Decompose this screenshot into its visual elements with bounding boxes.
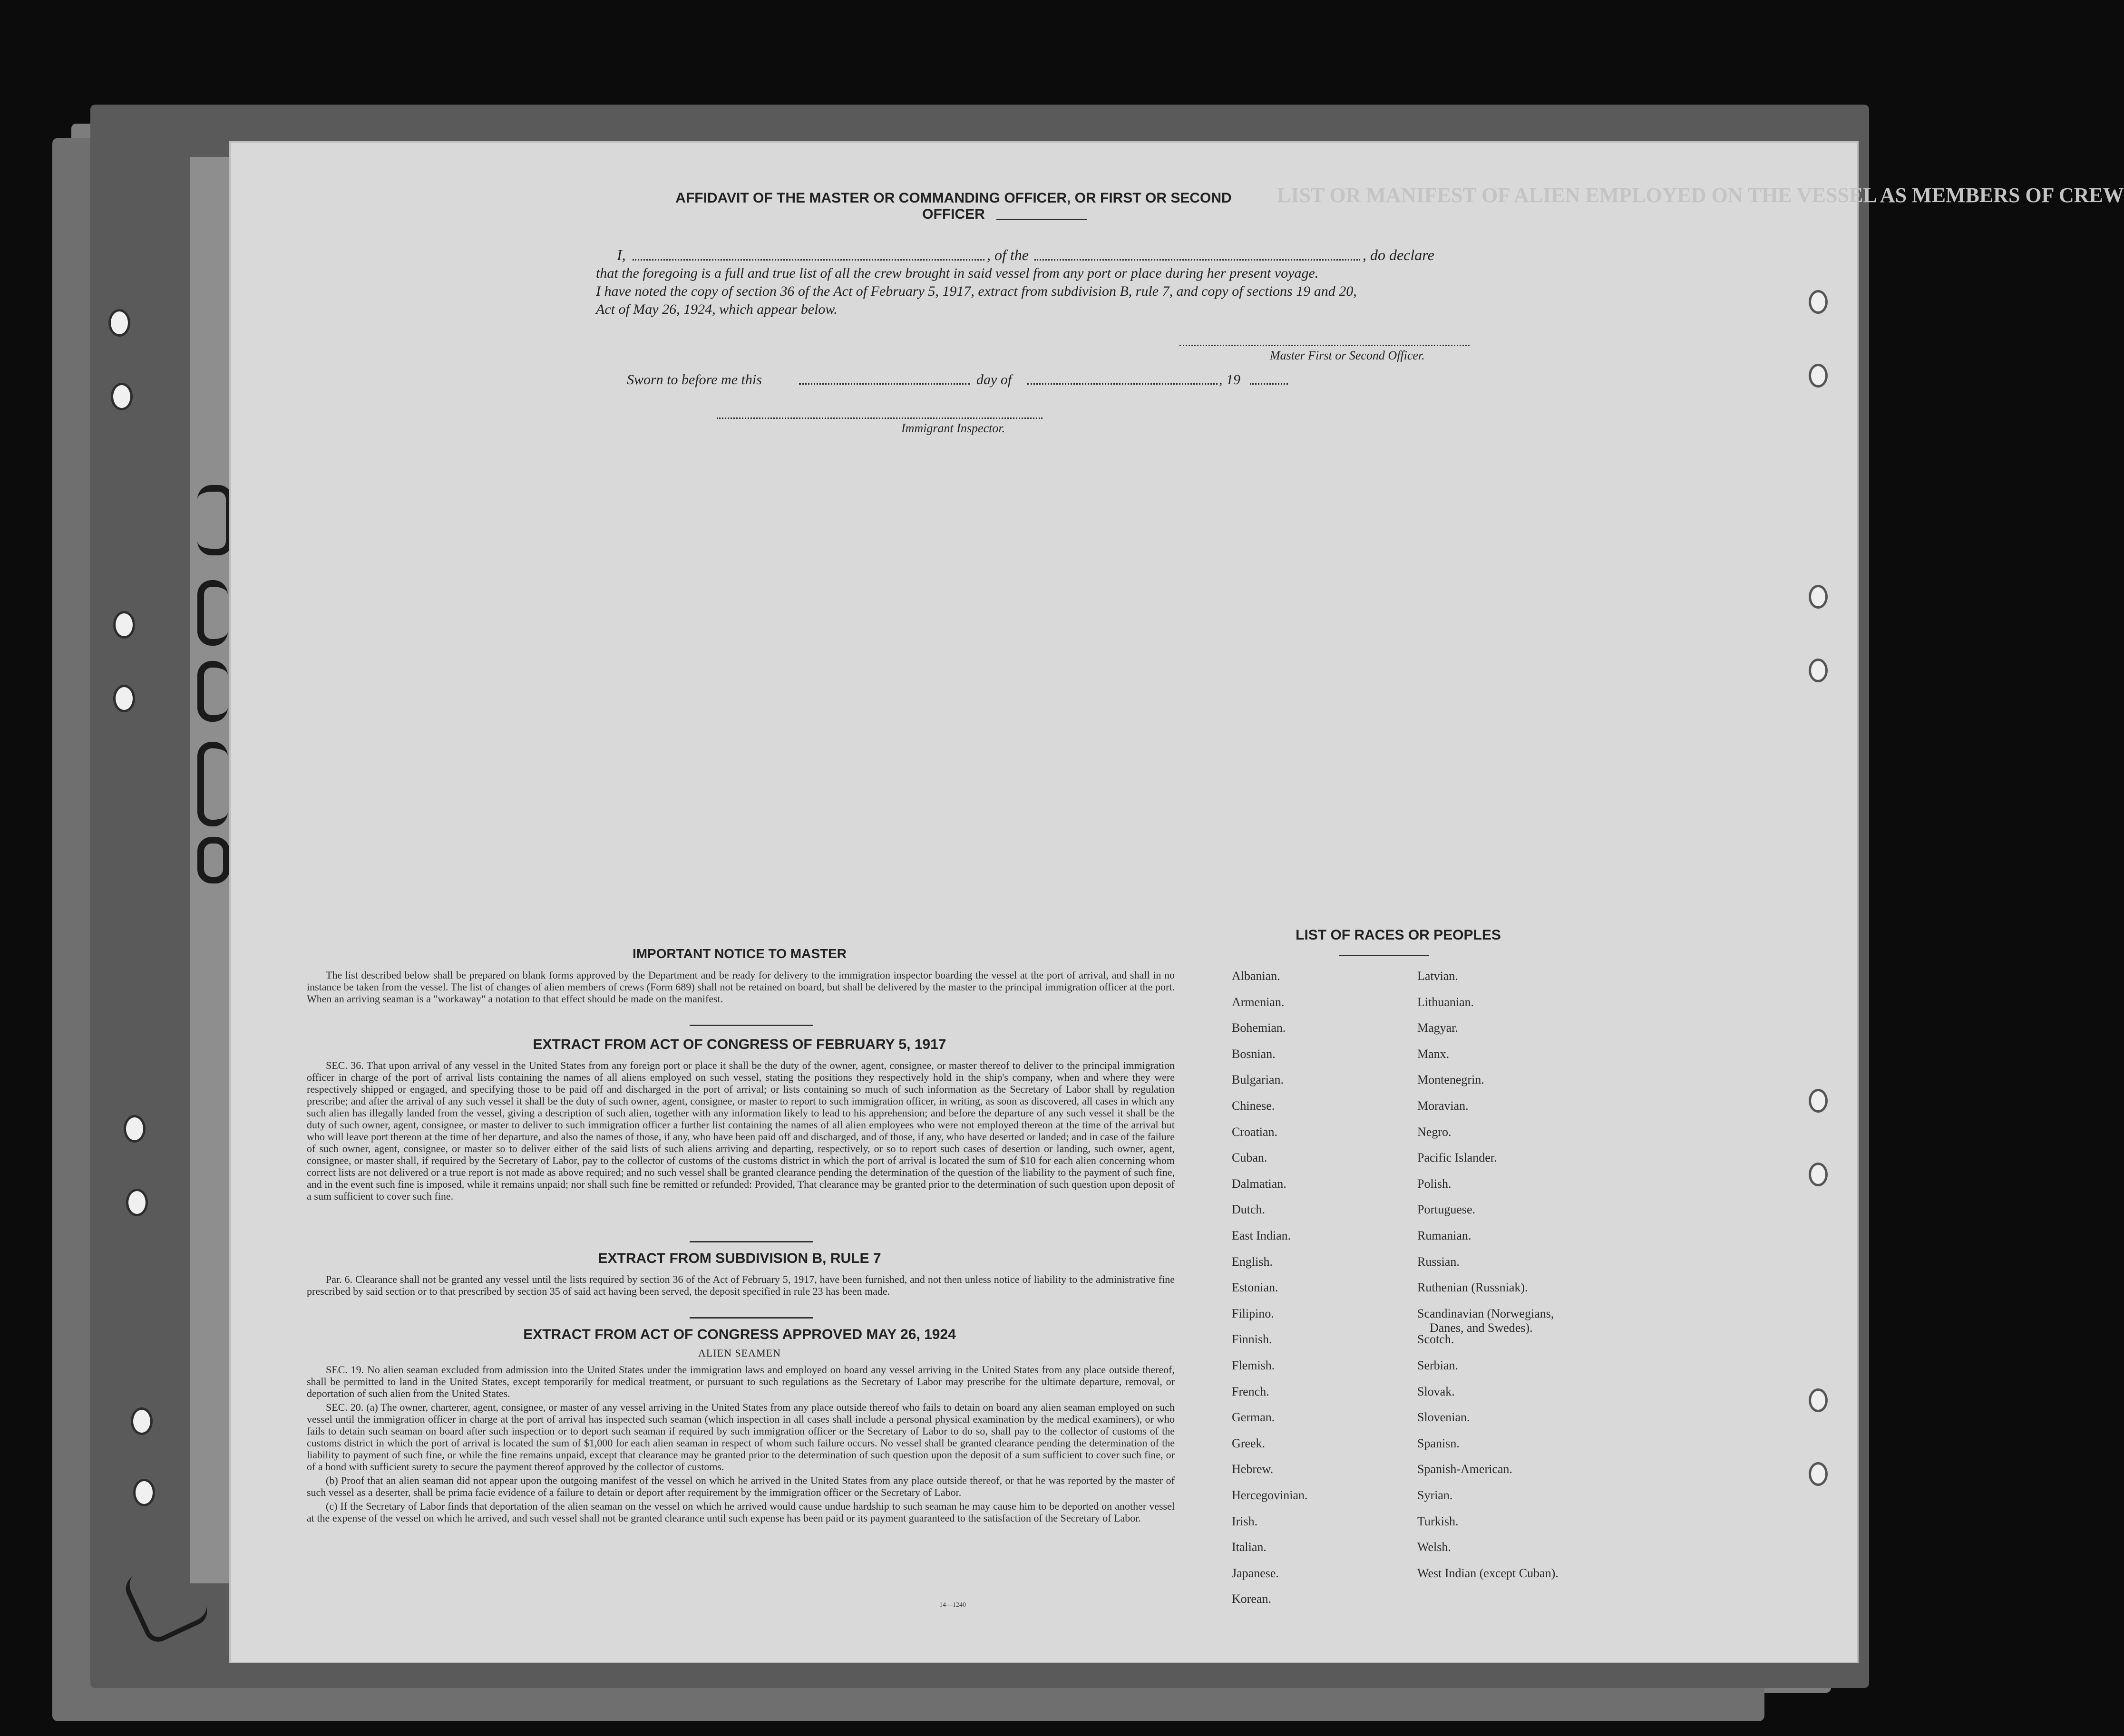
binder-hole [113, 611, 135, 639]
race-item: Scotch. [1417, 1332, 1454, 1346]
handwritten-mark [197, 485, 233, 555]
race-item: Magyar. [1417, 1021, 1458, 1035]
affidavit-statement-3: Act of May 26, 1924, which appear below. [596, 301, 838, 317]
race-item: Korean. [1232, 1592, 1272, 1606]
divider [1339, 955, 1429, 956]
race-item: Finnish. [1232, 1332, 1272, 1346]
race-item: Armenian. [1232, 995, 1285, 1009]
race-item: Pacific Islander. [1417, 1151, 1497, 1164]
race-item: Slovak. [1417, 1385, 1455, 1398]
binder-hole [126, 1189, 148, 1216]
race-item: Greek. [1232, 1436, 1266, 1450]
race-item: Italian. [1232, 1540, 1267, 1554]
race-item: Turkish. [1417, 1514, 1459, 1528]
race-item: Slovenian. [1417, 1410, 1470, 1424]
section-20a: SEC. 20. (a) The owner, charterer, agent, consignee, or master of any vessel arriving in the United States from any place outside thereof who fails to detain on board any alien seaman employed on such vessel until the immigration officer in charge at the port of arrival has inspected such seaman (which inspection in all cases shall include a personal physical examination by the medical examiners), or who fails to detain such seaman on board after such inspection or to deport such seaman if required by such immigration officer or the Secretary of Labor to do so, shall pay to the collector of customs of the customs district in which the port of arrival is located the sum of $1,000 for each alien seaman in respect of whom such failure occurs. No vessel shall be granted clearance pending the determination of the liability to payment of such fine, or while the fine remains unpaid, except that clearance may be granted prior to the determination of such question upon the deposit of a sum sufficient to cover such fine, or of a bond with sufficient surety to secure the payment thereof approved by the collector of customs. [307, 1401, 1175, 1473]
binder-hole [1809, 290, 1828, 314]
sworn-day-of: day of [976, 372, 1012, 388]
race-item: Montenegrin. [1417, 1073, 1484, 1086]
race-item: English. [1232, 1255, 1273, 1269]
name-line [633, 259, 984, 261]
race-item: German. [1232, 1410, 1275, 1424]
race-item: Portuguese. [1417, 1203, 1476, 1216]
binder-hole [133, 1479, 155, 1506]
race-item: East Indian. [1232, 1229, 1291, 1242]
master-signature-line [1179, 345, 1470, 346]
bleed-through-header: LIST OR MANIFEST OF ALIEN EMPLOYED ON THE VESSEL AS MEMBERS OF CREW [1277, 184, 2124, 207]
handwritten-mark [197, 580, 228, 646]
binder-hole [113, 685, 135, 712]
race-item: Spanisn. [1417, 1436, 1460, 1450]
extract-1917-title: EXTRACT FROM ACT OF CONGRESS OF FEBRUARY 5, 1917 [533, 1037, 946, 1052]
binder-hole [1809, 364, 1828, 388]
race-item: Irish. [1232, 1514, 1258, 1528]
divider [690, 1025, 813, 1026]
inspector-signature-line [717, 417, 1043, 419]
section-19: SEC. 19. No alien seaman excluded from admission into the United States under the immigration laws and employed on board any vessel arriving in the United States from any place outside thereof, shall be permitted to land in the United States, except temporarily for medical treatment, or pursuant to such regulations as the Secretary of Labor may prescribe for the ultimate departure, removal, or deportation of such alien from the United States. [307, 1364, 1175, 1399]
binder-hole [1809, 585, 1828, 609]
race-item: Hebrew. [1232, 1462, 1274, 1476]
affidavit-of-the: , of the [987, 246, 1029, 263]
extract-1917-text: SEC. 36. That upon arrival of any vessel in the United States from any foreign port or place it shall be the duty of the owner, agent, consignee, or master thereof to deliver to the principal immigration officer in charge of the port of arrival lists containing the names of all aliens employed on such vessel, stating the positions they respectively hold in the ship's company, when and where they were respectively shipped or engaged, and specifying those to be paid off and discharged in the port of arrival; or lists containing so much of such information as the Secretary of Labor shall by regulation prescribe; and after the arrival of any such vessel it shall be the duty of such owner, agent, consignee, or master to report to such immigration officer, in writing, as soon as discovered, all cases in which any such alien has illegally landed from the vessel, giving a description of such alien, together with any information likely to lead to his apprehension; and before the departure of any such vessel it shall be the duty of such owner, agent, consignee, or master to deliver to such immigration officer a further list containing the names of all alien employees who were not employed thereon at the time of the arrival but who will leave port thereon at the time of her departure, and also the names of those, if any, who have been paid off and discharged, and of those, if any, who have deserted or landed; and in case of the failure of such owner, agent, consignee, or master so to deliver either of the said lists of such aliens arriving and departing, respectively, or so to report such cases of desertion or landing, such owner, agent, consignee, or master shall, if required by the Secretary of Labor, pay to the collector of customs of the customs district in which the port of arrival is located the sum of $10 for each alien concerning whom correct lists are not delivered or a true report is not made as above required; and no such vessel shall be granted clearance pending the determination of the question of the liability to the payment of such fine, and in the event such fine is imposed, while it remains unpaid; nor shall such fine be remitted or refunded: Provided, That clearance may be granted prior to the determination of such question upon deposit of a sum sufficient to cover such fine. [307, 1059, 1175, 1202]
handwritten-mark [197, 837, 230, 883]
binder-hole [1809, 1163, 1828, 1186]
notice-title: IMPORTANT NOTICE TO MASTER [632, 946, 847, 961]
handwritten-mark [197, 742, 228, 826]
sworn-prefix: Sworn to before me this [627, 372, 762, 388]
race-item: Japanese. [1232, 1566, 1279, 1580]
race-item: Russian. [1417, 1255, 1460, 1269]
race-item: Spanish-American. [1417, 1462, 1513, 1476]
races-title: LIST OF RACES OR PEOPLES [1296, 927, 1501, 943]
extract-1924-text [307, 1364, 1175, 1526]
notice-text: The list described below shall be prepared on blank forms approved by the Department and be ready for delivery to the immigration inspector boarding the vessel at the port of arrival, and shall in no instance be taken from the vessel. The list of changes of alien members of crews (Form 689) shall not be retained on board, but shall be delivered by the master to the principal immigration officer at the port. When an arriving seaman is a "workaway" a notation to that effect should be made on the manifest. [307, 969, 1175, 1005]
extract-1924-title: EXTRACT FROM ACT OF CONGRESS APPROVED MAY 26, 1924 [523, 1327, 956, 1342]
race-item: Bosnian. [1232, 1047, 1276, 1061]
race-item: Hercegovinian. [1232, 1488, 1308, 1502]
race-item: Scandinavian (Norwegians, Danes, and Swedes). [1417, 1307, 1554, 1335]
race-item: Latvian. [1417, 969, 1458, 983]
binder-hole [1809, 659, 1828, 682]
binder-hole [108, 309, 130, 337]
handwritten-mark [197, 661, 228, 722]
section-20b: (b) Proof that an alien seaman did not appear upon the outgoing manifest of the vessel on which he arrived in the United States from any place outside thereof, or that he was reported by the master of such vessel as a deserter, shall be prima facie evidence of a failure to detain or deport after requirement by the immigration officer or the Secretary of Labor. [307, 1474, 1175, 1498]
race-item: West Indian (except Cuban). [1417, 1566, 1559, 1580]
extract-rule7-text: Par. 6. Clearance shall not be granted any vessel until the lists required by section 36 of the Act of February 5, 1917, have been furnished, and not then unless notice of liability to the administrative fine prescribed by said section or to that prescribed by section 35 of said act having been served, the deposit specified in rule 23 has been made. [307, 1273, 1175, 1297]
race-item: Estonian. [1232, 1280, 1278, 1294]
vessel-line [1034, 259, 1360, 261]
race-item: Lithuanian. [1417, 995, 1474, 1009]
race-item: Dutch. [1232, 1203, 1266, 1216]
race-item: Cuban. [1232, 1151, 1267, 1164]
race-item: Bulgarian. [1232, 1073, 1284, 1086]
race-item: Bohemian. [1232, 1021, 1286, 1035]
extract-rule7-title: EXTRACT FROM SUBDIVISION B, RULE 7 [598, 1251, 881, 1266]
race-item: Chinese. [1232, 1099, 1275, 1113]
race-item: Rumanian. [1417, 1229, 1471, 1242]
inspector-caption: Immigrant Inspector. [901, 421, 1005, 435]
binder-hole [124, 1115, 146, 1143]
binder-hole [111, 383, 133, 410]
race-item: Filipino. [1232, 1307, 1274, 1320]
form-page [231, 143, 2124, 1662]
divider [690, 1241, 813, 1242]
affidavit-do-declare: , do declare [1363, 246, 1434, 263]
race-item: Dalmatian. [1232, 1177, 1286, 1191]
binder-hole [1809, 1462, 1828, 1486]
race-item: Croatian. [1232, 1125, 1278, 1139]
race-item: Polish. [1417, 1177, 1452, 1191]
section-20c: (c) If the Secretary of Labor finds that deportation of the alien seaman on the vessel on which he arrived would cause undue hardship to such seaman he may cause him to be deported on another vessel at the expense of the vessel on which he arrived, and such vessel shall not be granted clearance until such expense has been paid or its payment guaranteed to the satisfaction of the Secretary of Labor. [307, 1500, 1175, 1524]
affidavit-statement-1: that the foregoing is a full and true list of all the crew brought in said vessel from any port or place during her present voyage. [596, 265, 1319, 281]
affidavit-title: AFFIDAVIT OF THE MASTER OR COMMANDING OFFICER, OR FIRST OR SECOND OFFICER [675, 190, 1232, 222]
affidavit-i: I, [617, 246, 626, 263]
race-item: Ruthenian (Russniak). [1417, 1280, 1528, 1294]
sworn-year: , 19 [1219, 372, 1240, 388]
sworn-month-line [1027, 383, 1218, 385]
race-item: Negro. [1417, 1125, 1452, 1139]
binder-hole [1809, 1388, 1828, 1412]
race-item: Manx. [1417, 1047, 1450, 1061]
race-item: French. [1232, 1385, 1269, 1398]
divider [690, 1317, 813, 1319]
race-item: Welsh. [1417, 1540, 1451, 1554]
sworn-year-line [1250, 383, 1288, 385]
sworn-day-line [799, 383, 970, 385]
race-item: Syrian. [1417, 1488, 1453, 1502]
race-item: Moravian. [1417, 1099, 1469, 1113]
race-item: Flemish. [1232, 1358, 1275, 1372]
binder-hole [131, 1407, 153, 1435]
form-number: 14—1240 [939, 1601, 966, 1609]
extract-1924-subtitle: ALIEN SEAMEN [698, 1347, 781, 1359]
affidavit-statement-2: I have noted the copy of section 36 of the Act of February 5, 1917, extract from subdivision B, rule 7, and copy of sections 19 and 20, [596, 283, 1357, 299]
race-item: Serbian. [1417, 1358, 1458, 1372]
master-caption: Master First or Second Officer. [1270, 349, 1425, 362]
race-item: Albanian. [1232, 969, 1280, 983]
binder-hole [1809, 1089, 1828, 1113]
divider [996, 219, 1087, 220]
